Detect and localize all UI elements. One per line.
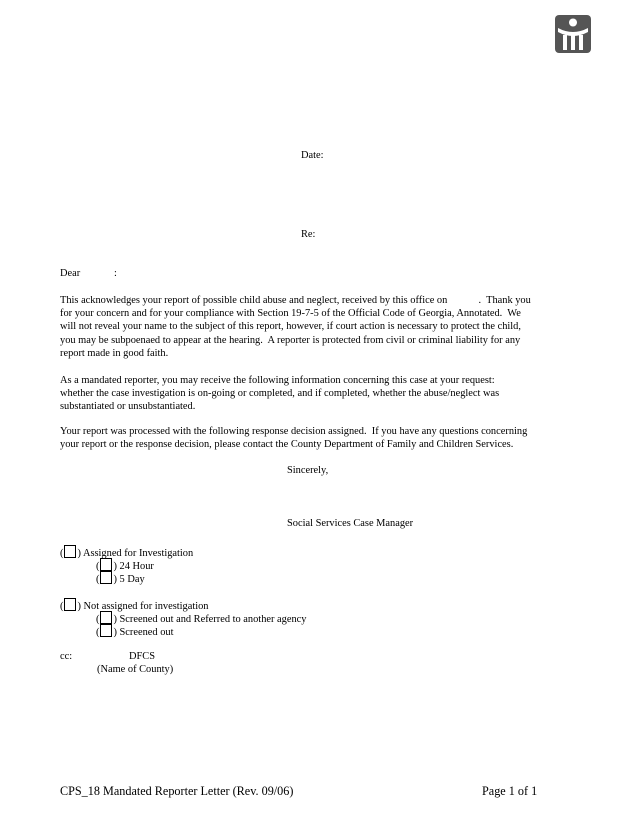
option-screened-out-referred: ( ) Screened out and Referred to another agency bbox=[96, 611, 306, 626]
footer-form-id: CPS_18 Mandated Reporter Letter (Rev. 09/06) bbox=[60, 784, 294, 798]
option-label: Screened out and Referred to another agency bbox=[119, 614, 307, 625]
re-label: Re: bbox=[301, 229, 316, 240]
option-label: 5 Day bbox=[119, 574, 145, 585]
paragraph-line: whether the case investigation is on-going or completed, and if completed, whether the abuse/neglect was bbox=[60, 388, 500, 400]
option-assigned: ( ) Assigned for Investigation bbox=[60, 545, 193, 560]
paragraph-line: report made in good faith. bbox=[60, 347, 169, 359]
checkbox-5-day[interactable] bbox=[100, 571, 112, 584]
paragraph-line: you may be subpoenaed to appear at the hearing. A reporter is protected from civil or criminal liability for any bbox=[60, 334, 521, 346]
checkbox-screened-out-referred[interactable] bbox=[100, 611, 112, 624]
paragraph-line: substantiated or unsubstantiated. bbox=[60, 401, 196, 413]
cc-county-note: (Name of County) bbox=[97, 664, 174, 675]
paragraph-response-decision bbox=[60, 425, 580, 451]
option-24-hour: ( ) 24 Hour bbox=[96, 558, 154, 573]
footer-page-number: Page 1 of 1 bbox=[482, 784, 538, 798]
date-label: Date: bbox=[301, 150, 324, 161]
paragraph-line: Your report was processed with the following response decision assigned. If you have any questions concerning bbox=[60, 426, 528, 437]
option-not-assigned: ( ) Not assigned for investigation bbox=[60, 598, 209, 613]
paragraph-line: your report or the response decision, please contact the County Department of Family and Children Services. bbox=[60, 439, 514, 451]
option-5-day: ( ) 5 Day bbox=[96, 571, 145, 586]
paragraph-line: As a mandated reporter, you may receive the following information concerning this case at your request: bbox=[60, 375, 495, 386]
option-label: Not assigned for investigation bbox=[83, 601, 209, 612]
option-label: Assigned for Investigation bbox=[82, 548, 194, 559]
cc-agency: DFCS bbox=[129, 651, 155, 662]
paragraph-line: will not reveal your name to the subject of this report, however, if court action is necessary to protect the child, bbox=[60, 321, 521, 333]
salutation-colon: : bbox=[114, 268, 117, 279]
signature-title: Social Services Case Manager bbox=[287, 518, 414, 529]
checkbox-24-hour[interactable] bbox=[100, 558, 112, 571]
cc-label: cc: bbox=[60, 651, 73, 662]
option-screened-out: ( ) Screened out bbox=[96, 624, 173, 639]
paragraph-mandated-reporter bbox=[60, 374, 580, 414]
paragraph-line: This acknowledges your report of possible child abuse and neglect, received by this office on . Thank you bbox=[60, 295, 531, 306]
paragraph-acknowledgement bbox=[60, 294, 580, 360]
salutation-dear: Dear bbox=[60, 268, 81, 279]
option-label: Screened out bbox=[119, 627, 174, 638]
checkbox-not-assigned[interactable] bbox=[64, 598, 76, 611]
agency-logo-icon bbox=[555, 15, 591, 53]
paragraph-line: for your concern and for your compliance with Section 19-7-5 of the Official Code of Georgia, Annotated. We bbox=[60, 308, 521, 320]
checkbox-assigned[interactable] bbox=[64, 545, 76, 558]
checkbox-screened-out[interactable] bbox=[100, 624, 112, 637]
closing-sincerely: Sincerely, bbox=[287, 465, 329, 476]
option-label: 24 Hour bbox=[119, 561, 154, 572]
